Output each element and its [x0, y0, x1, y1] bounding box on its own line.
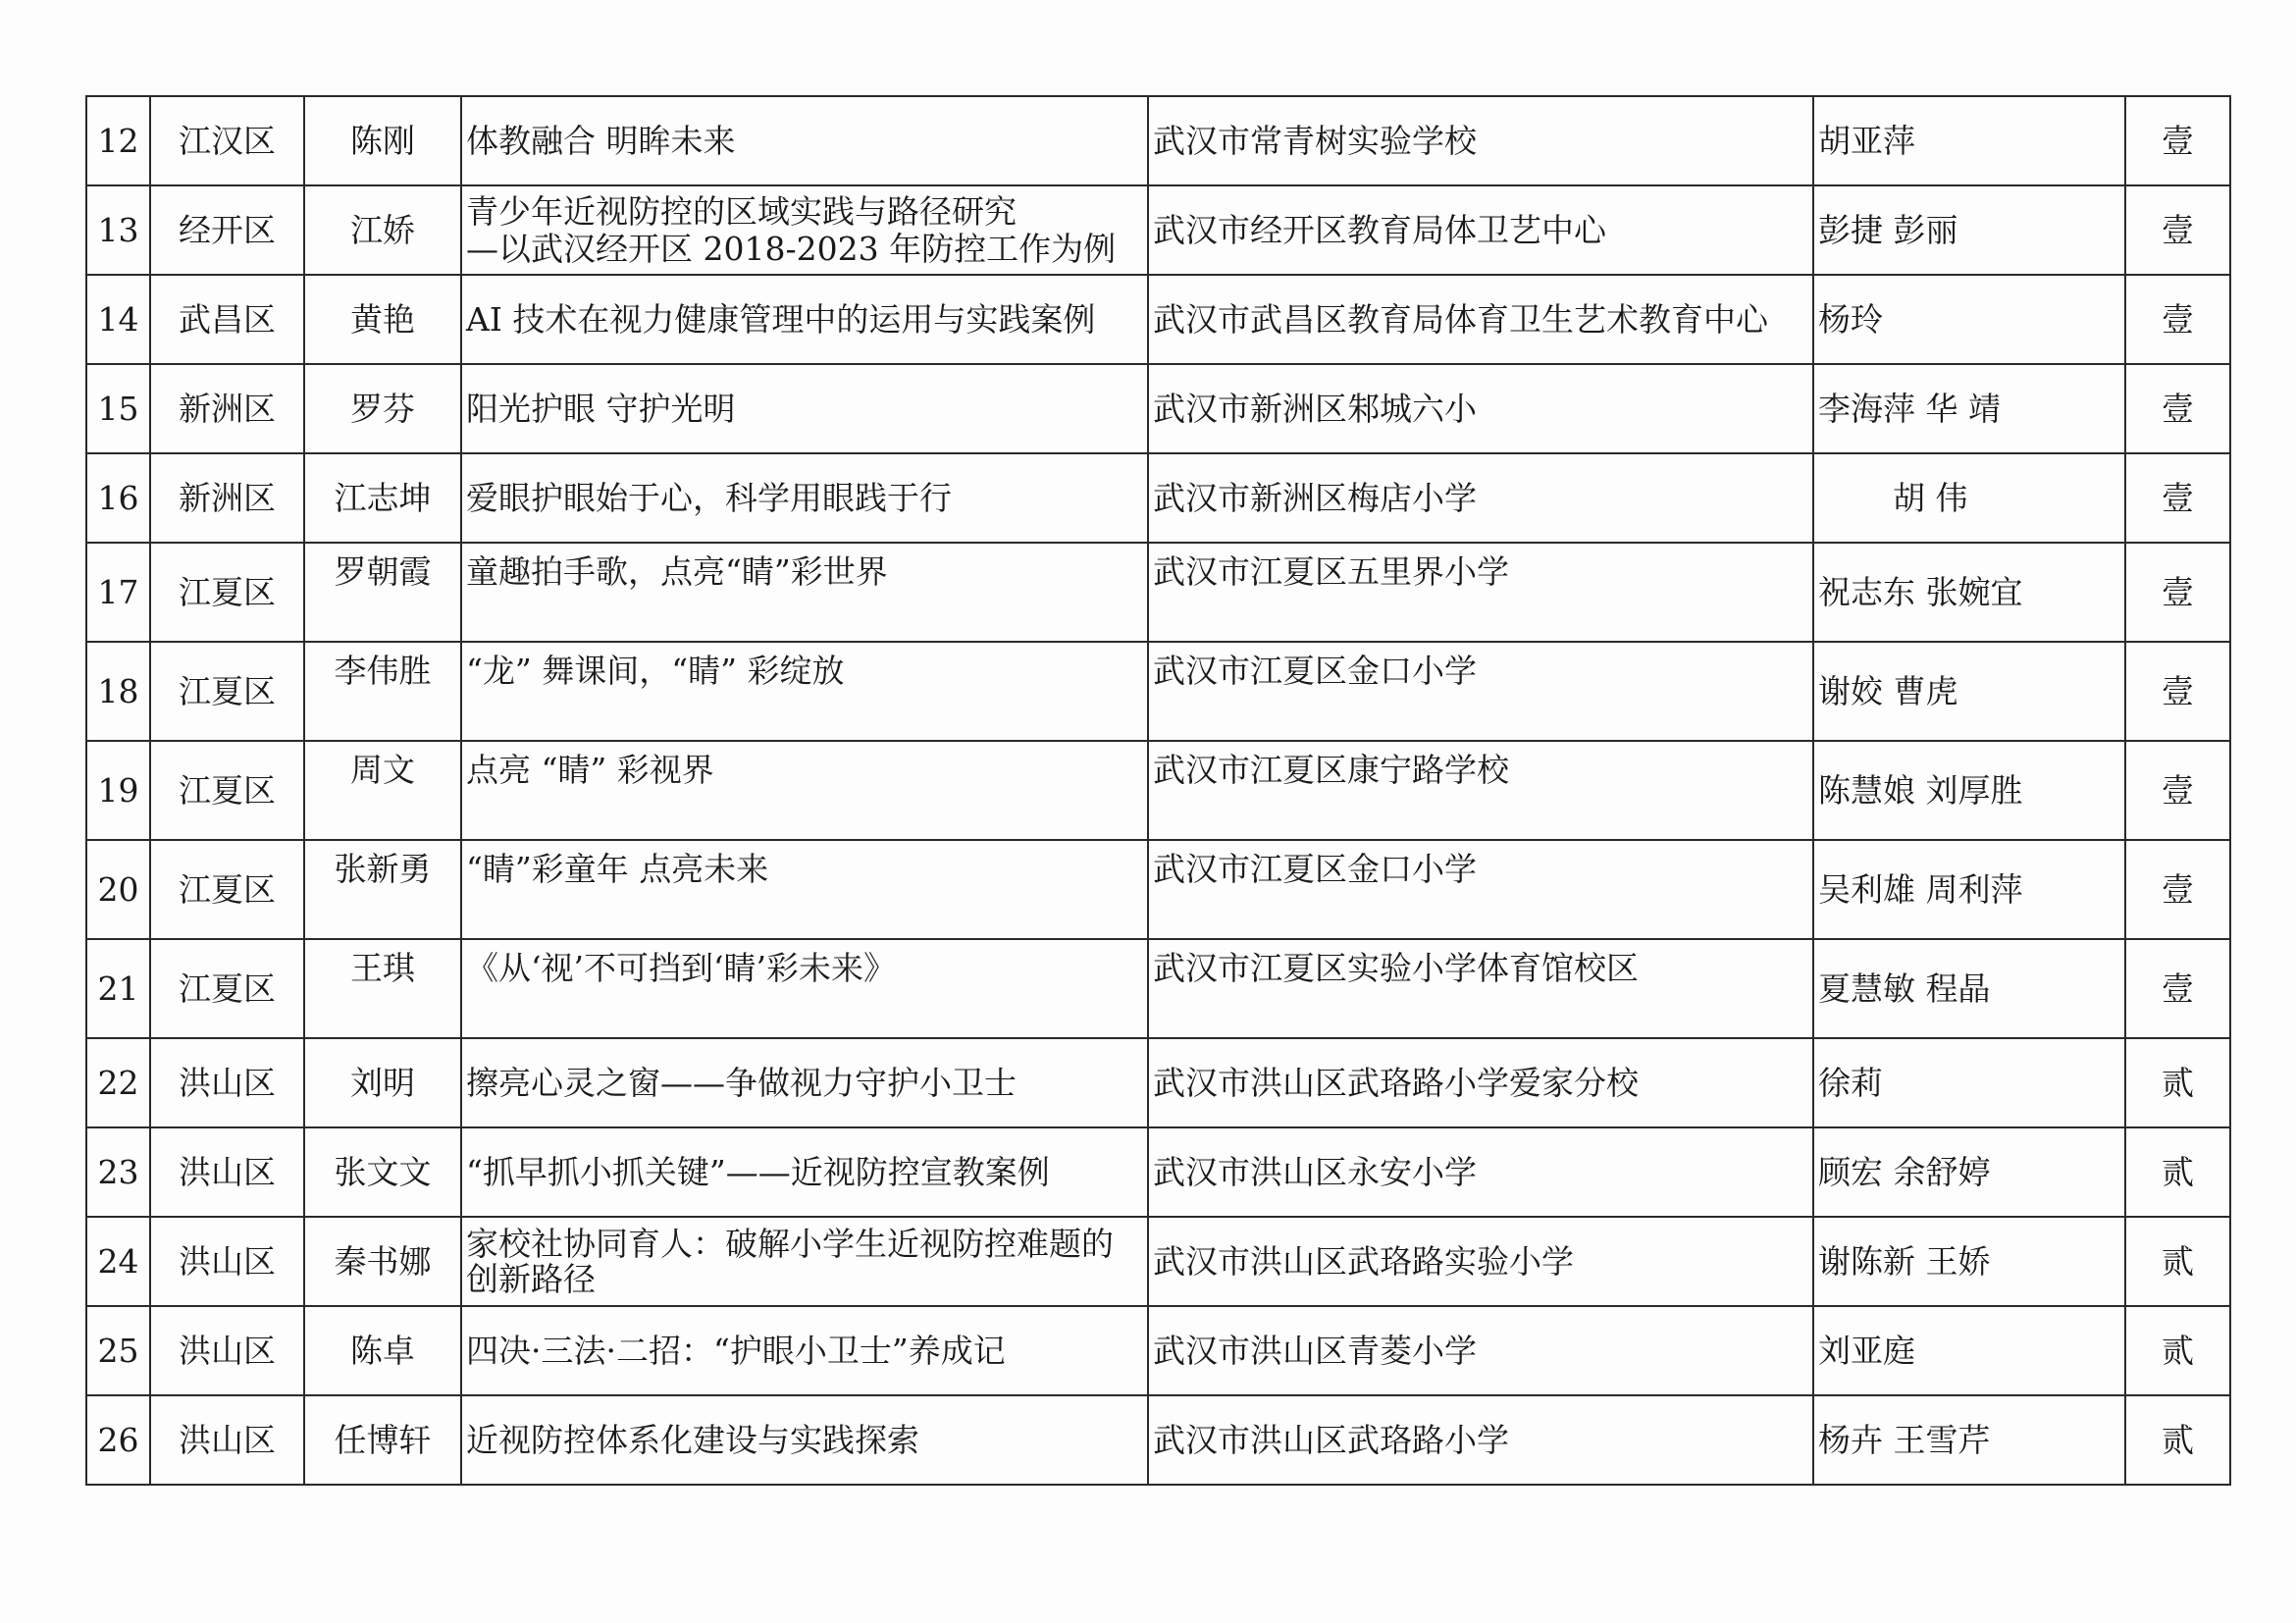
advisor-cell: 徐莉 — [1813, 1038, 2125, 1127]
author-name-cell: 陈刚 — [304, 96, 461, 185]
case-title-line: 爱眼护眼始于心，科学用眼践于行 — [466, 478, 952, 517]
school-cell: 武汉市洪山区青菱小学 — [1148, 1306, 1813, 1395]
prize-level-cell: 壹 — [2125, 275, 2230, 364]
author-name-cell: 罗朝霞 — [304, 543, 461, 642]
table-row — [86, 1127, 2230, 1217]
advisor-cell: 彭捷 彭丽 — [1813, 185, 2125, 275]
district-cell: 江夏区 — [150, 642, 304, 741]
author-name-cell: 刘明 — [304, 1038, 461, 1127]
case-title-line: “抓早抓小抓关键”——近视防控宣教案例 — [466, 1152, 1050, 1191]
prize-level-cell: 壹 — [2125, 453, 2230, 543]
school-cell: 武汉市江夏区实验小学体育馆校区 — [1148, 939, 1813, 1038]
district-cell: 经开区 — [150, 185, 304, 275]
case-title-line: 阳光护眼 守护光明 — [466, 389, 736, 428]
row-number-cell: 25 — [86, 1306, 150, 1395]
advisor-cell: 谢姣 曹虎 — [1813, 642, 2125, 741]
case-title-line: 童趣拍手歌，点亮“睛”彩世界 — [466, 552, 888, 591]
case-title-cell — [461, 364, 1148, 453]
advisor-cell: 李海萍 华 靖 — [1813, 364, 2125, 453]
table-row — [86, 642, 2230, 741]
table-body — [86, 96, 2230, 1485]
case-title-line: 体教融合 明眸未来 — [466, 121, 736, 160]
prize-level-cell: 壹 — [2125, 185, 2230, 275]
district-cell: 江夏区 — [150, 939, 304, 1038]
row-number-cell: 12 — [86, 96, 150, 185]
table-row — [86, 741, 2230, 840]
advisor-cell: 顾宏 余舒婷 — [1813, 1127, 2125, 1217]
advisor-cell: 陈慧娘 刘厚胜 — [1813, 741, 2125, 840]
school-cell: 武汉市江夏区金口小学 — [1148, 840, 1813, 939]
district-cell: 江夏区 — [150, 543, 304, 642]
case-title-cell — [461, 1127, 1148, 1217]
author-name-cell: 秦书娜 — [304, 1217, 461, 1306]
case-title-line: 四决·三法·二招：“护眼小卫士”养成记 — [466, 1331, 1006, 1370]
case-title-cell — [461, 939, 1148, 1038]
school-cell: 武汉市江夏区五里界小学 — [1148, 543, 1813, 642]
case-title-line: “龙” 舞课间，“睛” 彩绽放 — [466, 652, 845, 690]
row-number-cell: 19 — [86, 741, 150, 840]
author-name-cell: 周文 — [304, 741, 461, 840]
table-row — [86, 1395, 2230, 1485]
row-number-cell: 14 — [86, 275, 150, 364]
school-cell: 武汉市洪山区武珞路实验小学 — [1148, 1217, 1813, 1306]
school-cell: 武汉市江夏区金口小学 — [1148, 642, 1813, 741]
advisor-cell: 胡亚萍 — [1813, 96, 2125, 185]
row-number-cell: 13 — [86, 185, 150, 275]
row-number-cell: 26 — [86, 1395, 150, 1485]
school-cell: 武汉市洪山区武珞路小学爱家分校 — [1148, 1038, 1813, 1127]
table-row — [86, 840, 2230, 939]
prize-level-cell: 壹 — [2125, 642, 2230, 741]
case-title-line: 《从‘视’不可挡到‘睛’彩未来》 — [466, 949, 896, 987]
author-name-cell: 张文文 — [304, 1127, 461, 1217]
row-number-cell: 24 — [86, 1217, 150, 1306]
prize-level-cell: 壹 — [2125, 364, 2230, 453]
prize-level-cell: 壹 — [2125, 96, 2230, 185]
prize-level-cell: 壹 — [2125, 741, 2230, 840]
school-cell: 武汉市常青树实验学校 — [1148, 96, 1813, 185]
school-cell: 武汉市江夏区康宁路学校 — [1148, 741, 1813, 840]
school-cell: 武汉市新洲区梅店小学 — [1148, 453, 1813, 543]
author-name-cell: 李伟胜 — [304, 642, 461, 741]
case-title-line: 青少年近视防控的区域实践与路径研究 — [466, 191, 1017, 231]
advisor-cell: 杨卉 王雪芹 — [1813, 1395, 2125, 1485]
advisor-cell: 胡 伟 — [1813, 453, 2125, 543]
case-title-cell — [461, 543, 1148, 642]
case-title-line: 家校社协同育人：破解小学生近视防控难题的创新路径 — [466, 1224, 1114, 1298]
district-cell: 洪山区 — [150, 1395, 304, 1485]
case-title-line: 擦亮心灵之窗——争做视力守护小卫士 — [466, 1063, 1017, 1102]
district-cell: 新洲区 — [150, 453, 304, 543]
advisor-cell: 夏慧敏 程晶 — [1813, 939, 2125, 1038]
prize-level-cell: 壹 — [2125, 543, 2230, 642]
row-number-cell: 16 — [86, 453, 150, 543]
author-name-cell: 江志坤 — [304, 453, 461, 543]
prize-level-cell: 贰 — [2125, 1306, 2230, 1395]
district-cell: 武昌区 — [150, 275, 304, 364]
case-title-cell — [461, 1038, 1148, 1127]
case-title-cell — [461, 185, 1148, 275]
district-cell: 江汉区 — [150, 96, 304, 185]
advisor-cell: 祝志东 张婉宜 — [1813, 543, 2125, 642]
advisor-cell: 吴利雄 周利萍 — [1813, 840, 2125, 939]
district-cell: 洪山区 — [150, 1127, 304, 1217]
case-title-cell — [461, 1217, 1148, 1306]
district-cell: 洪山区 — [150, 1038, 304, 1127]
advisor-cell: 刘亚庭 — [1813, 1306, 2125, 1395]
district-cell: 洪山区 — [150, 1217, 304, 1306]
author-name-cell: 王琪 — [304, 939, 461, 1038]
author-name-cell: 任博轩 — [304, 1395, 461, 1485]
district-cell: 江夏区 — [150, 741, 304, 840]
school-cell: 武汉市武昌区教育局体育卫生艺术教育中心 — [1148, 275, 1813, 364]
case-title-cell — [461, 1395, 1148, 1485]
table-row — [86, 543, 2230, 642]
case-title-line: 近视防控体系化建设与实践探索 — [466, 1420, 919, 1459]
table-row — [86, 1217, 2230, 1306]
prize-level-cell: 贰 — [2125, 1395, 2230, 1485]
school-cell: 武汉市经开区教育局体卫艺中心 — [1148, 185, 1813, 275]
table-row — [86, 185, 2230, 275]
prize-level-cell: 贰 — [2125, 1127, 2230, 1217]
row-number-cell: 20 — [86, 840, 150, 939]
case-title-cell — [461, 642, 1148, 741]
district-cell: 新洲区 — [150, 364, 304, 453]
row-number-cell: 21 — [86, 939, 150, 1038]
author-name-cell: 江娇 — [304, 185, 461, 275]
district-cell: 洪山区 — [150, 1306, 304, 1395]
row-number-cell: 15 — [86, 364, 150, 453]
case-title-line: 点亮 “睛” 彩视界 — [466, 751, 714, 789]
author-name-cell: 黄艳 — [304, 275, 461, 364]
author-name-cell: 罗芬 — [304, 364, 461, 453]
table-row — [86, 364, 2230, 453]
school-cell: 武汉市洪山区武珞路小学 — [1148, 1395, 1813, 1485]
case-title-cell — [461, 275, 1148, 364]
author-name-cell: 张新勇 — [304, 840, 461, 939]
awards-table — [85, 95, 2231, 1486]
case-title-cell — [461, 741, 1148, 840]
table-row — [86, 939, 2230, 1038]
prize-level-cell: 壹 — [2125, 939, 2230, 1038]
author-name-cell: 陈卓 — [304, 1306, 461, 1395]
case-title-cell — [461, 840, 1148, 939]
table-row — [86, 96, 2230, 185]
row-number-cell: 23 — [86, 1127, 150, 1217]
table-row — [86, 1306, 2230, 1395]
school-cell: 武汉市新洲区邾城六小 — [1148, 364, 1813, 453]
row-number-cell: 18 — [86, 642, 150, 741]
case-title-cell — [461, 1306, 1148, 1395]
prize-level-cell: 贰 — [2125, 1038, 2230, 1127]
case-title-cell — [461, 453, 1148, 543]
advisor-cell: 谢陈新 王娇 — [1813, 1217, 2125, 1306]
district-cell: 江夏区 — [150, 840, 304, 939]
row-number-cell: 22 — [86, 1038, 150, 1127]
advisor-cell: 杨玲 — [1813, 275, 2125, 364]
table-row — [86, 1038, 2230, 1127]
table-row — [86, 453, 2230, 543]
prize-level-cell: 壹 — [2125, 840, 2230, 939]
case-title-cell — [461, 96, 1148, 185]
school-cell: 武汉市洪山区永安小学 — [1148, 1127, 1813, 1217]
case-title-line: “睛”彩童年 点亮未来 — [466, 850, 769, 888]
table-row — [86, 275, 2230, 364]
case-title-line: —以武汉经开区 2018-2023 年防控工作为例 — [466, 229, 1117, 268]
case-title-line: AI 技术在视力健康管理中的运用与实践案例 — [466, 299, 1096, 339]
prize-level-cell: 贰 — [2125, 1217, 2230, 1306]
row-number-cell: 17 — [86, 543, 150, 642]
